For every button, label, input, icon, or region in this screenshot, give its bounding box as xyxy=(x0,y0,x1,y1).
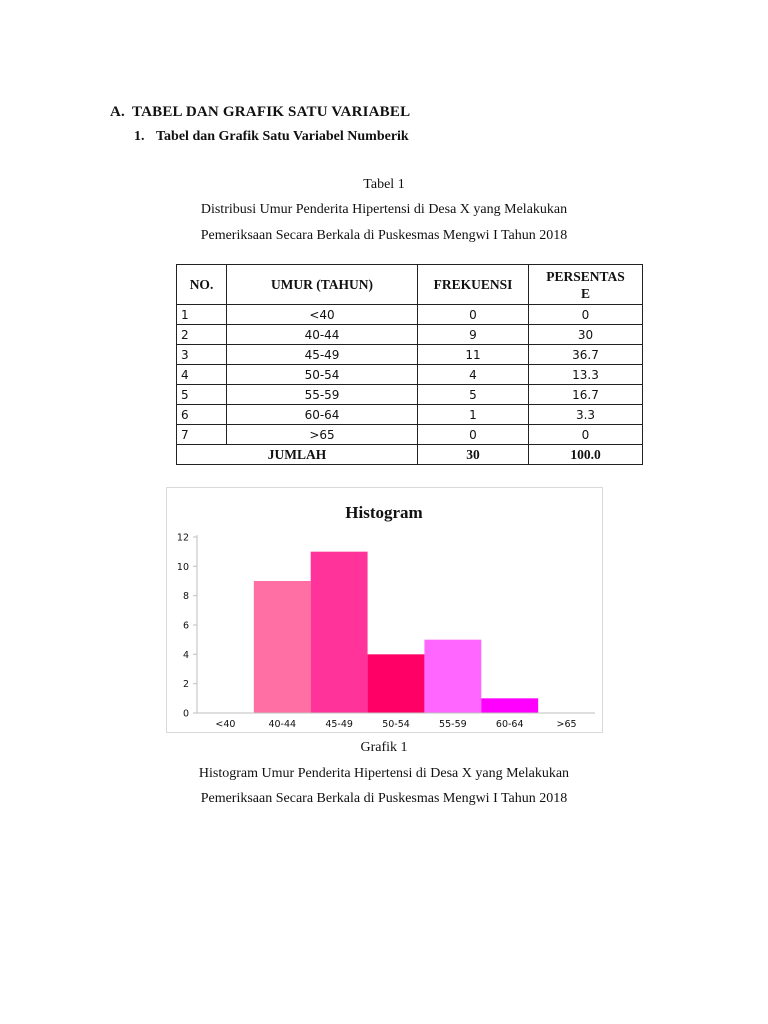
total-frequency: 30 xyxy=(418,445,529,465)
histogram-bar xyxy=(311,552,368,713)
y-tick-label: 8 xyxy=(182,591,189,603)
y-tick-label: 6 xyxy=(182,620,189,632)
table-row xyxy=(177,345,643,365)
cell-age: 40-44 xyxy=(227,325,418,345)
x-axis xyxy=(197,713,595,730)
histogram-bar xyxy=(368,654,425,713)
cell-percent: 3.3 xyxy=(529,405,643,425)
header-frequency: FREKUENSI xyxy=(418,265,529,305)
cell-percent: 0 xyxy=(529,425,643,445)
cell-frequency: 0 xyxy=(418,425,529,445)
cell-frequency: 1 xyxy=(418,405,529,425)
cell-percent: 0 xyxy=(529,305,643,325)
cell-percent: 13.3 xyxy=(529,365,643,385)
header-age: UMUR (TAHUN) xyxy=(227,265,418,305)
table-caption-label: Tabel 1 xyxy=(363,177,405,192)
cell-age: 60-64 xyxy=(227,405,418,425)
table-row xyxy=(177,425,643,445)
subsection-heading xyxy=(134,129,409,145)
section-marker: A. xyxy=(110,104,125,120)
x-tick-label: <40 xyxy=(215,719,236,730)
histogram-bar xyxy=(254,581,311,713)
cell-percent: 36.7 xyxy=(529,345,643,365)
histogram-chart xyxy=(166,487,603,733)
table-row xyxy=(177,305,643,325)
x-tick-label: 50-54 xyxy=(382,719,410,730)
bars xyxy=(254,552,538,713)
chart-title: Histogram xyxy=(345,503,423,522)
x-tick-label: 60-64 xyxy=(495,719,524,730)
y-tick-label: 12 xyxy=(176,532,189,544)
chart-caption-label: Grafik 1 xyxy=(360,740,408,755)
cell-no: 7 xyxy=(177,425,227,445)
header-percent-line2: E xyxy=(580,285,590,301)
cell-frequency: 9 xyxy=(418,325,529,345)
y-tick-label: 4 xyxy=(182,649,189,661)
header-percent-line1: PERSENTAS xyxy=(546,268,625,284)
x-tick-label: 55-59 xyxy=(439,719,467,730)
x-tick-label: 45-49 xyxy=(325,719,353,730)
y-tick-label: 10 xyxy=(176,561,189,573)
header-no: NO. xyxy=(177,265,227,305)
cell-no: 1 xyxy=(177,305,227,325)
cell-percent: 16.7 xyxy=(529,385,643,405)
total-percent: 100.0 xyxy=(529,445,643,465)
x-tick-label: 40-44 xyxy=(268,719,297,730)
section-heading xyxy=(110,104,410,121)
chart-caption-line2: Pemeriksaan Secara Berkala di Puskesmas Mengwi I Tahun 2018 xyxy=(200,791,568,806)
table-row xyxy=(177,385,643,405)
cell-age: 55-59 xyxy=(227,385,418,405)
table-row xyxy=(177,405,643,425)
table-header-row xyxy=(177,265,643,305)
table-caption-line2: Pemeriksaan Secara Berkala di Puskesmas Mengwi I Tahun 2018 xyxy=(200,228,568,243)
cell-age: 45-49 xyxy=(227,345,418,365)
chart-caption-line1: Histogram Umur Penderita Hipertensi di Desa X yang Melakukan xyxy=(198,766,570,781)
distribution-table xyxy=(176,264,643,465)
cell-percent: 30 xyxy=(529,325,643,345)
cell-age: <40 xyxy=(227,305,418,325)
table-total-row xyxy=(177,445,643,465)
header-percent xyxy=(529,265,643,305)
cell-no: 4 xyxy=(177,365,227,385)
histogram-bar xyxy=(481,698,538,713)
cell-frequency: 0 xyxy=(418,305,529,325)
cell-age: 50-54 xyxy=(227,365,418,385)
y-tick-label: 0 xyxy=(182,708,189,720)
y-axis xyxy=(177,533,197,720)
total-label: JUMLAH xyxy=(177,445,418,465)
subsection-title: Tabel dan Grafik Satu Variabel Numberik xyxy=(156,129,409,144)
table-row xyxy=(177,365,643,385)
cell-age: >65 xyxy=(227,425,418,445)
cell-no: 5 xyxy=(177,385,227,405)
cell-no: 3 xyxy=(177,345,227,365)
subsection-marker: 1. xyxy=(134,129,145,144)
cell-frequency: 5 xyxy=(418,385,529,405)
cell-no: 6 xyxy=(177,405,227,425)
cell-frequency: 4 xyxy=(418,365,529,385)
table-row xyxy=(177,325,643,345)
histogram-svg xyxy=(167,488,602,732)
x-tick-label: >65 xyxy=(556,719,577,730)
section-title: TABEL DAN GRAFIK SATU VARIABEL xyxy=(132,104,411,120)
table-caption-line1: Distribusi Umur Penderita Hipertensi di Desa X yang Melakukan xyxy=(200,202,568,217)
histogram-bar xyxy=(424,640,481,713)
y-tick-label: 2 xyxy=(182,679,189,691)
cell-no: 2 xyxy=(177,325,227,345)
cell-frequency: 11 xyxy=(418,345,529,365)
